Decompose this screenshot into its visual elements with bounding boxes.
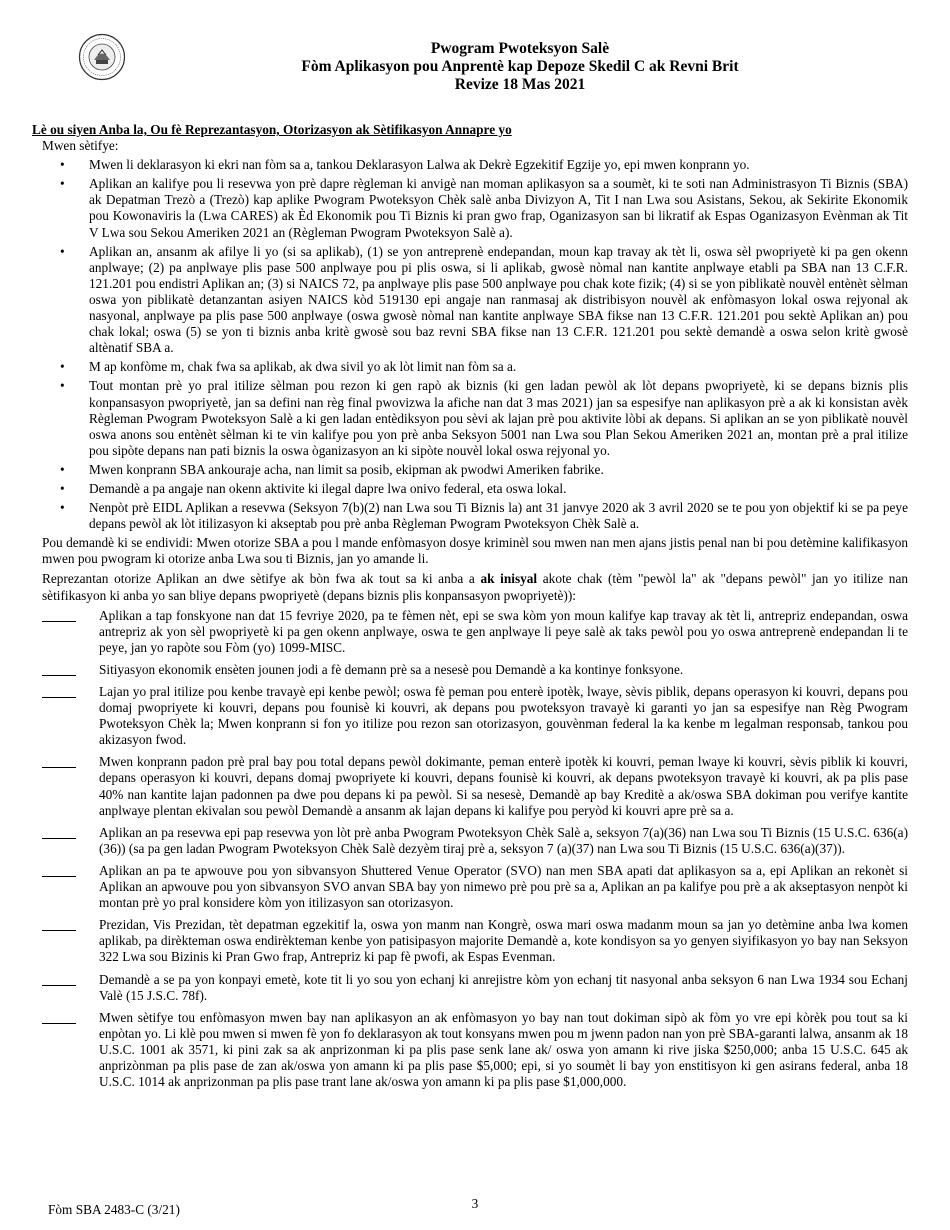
bullet-icon: • (60, 243, 65, 259)
initials-blank[interactable] (42, 662, 99, 678)
initial-item: Prezidan, Vis Prezidan, tèt depatman egzekitif la, oswa yon manm nan Kongrè, oswa mari oswa madanm moun sa jan yo detèmine anba lwa komen aplikab, pa dirèkteman oswa endirèkteman kenbe yon patisipasyon majorite Demandè a, kote kondisyon sa yo genyen siyifikasyon yo bay nan Seksyon 322 Lwa sou Bizinis ki Pran Gwo frap, Antrepriz ki pap fè pwofi, ak Espas Evenman. (42, 917, 908, 965)
initial-item: Sitiyasyon ekonomik ensèten jounen jodi a fè demann prè sa a nesesè pou Demandè a ka kontinye fonksyone. (42, 662, 908, 678)
initial-item: Aplikan an pa te apwouve pou yon sibvansyon Shuttered Venue Operator (SVO) nan men SBA apati dat aplikasyon sa a, epi Aplikan an rekonèt si Aplikan an apwouve pou yon sibvansyon SVO anvan SBA bay yon nimewo prè pou prè sa a, Aplikan an pa kalifye pou prè a ak akseptasyon nenpòt ki montan prè yo pral konsidere kòm yon itilizasyon san otorizasyon. (42, 863, 908, 911)
initial-item: Aplikan an pa resevwa epi pap resevwa yon lòt prè anba Pwogram Pwoteksyon Chèk Salè a, seksyon 7(a)(36) nan Lwa sou Ti Biznis (15 U.S.C. 636(a)(36)) (sa pa gen ladan Pwogram Pwoteksyon Chèk Salè dezyèm tiraj prè a, seksyon 7 (a)(37) nan Lwa sou Ti Biznis (15 U.S.C. 636(a)(37)). (42, 825, 908, 857)
list-item: • M ap konfòme m, chak fwa sa aplikab, ak dwa sivil yo ak lòt limit nan fòm sa a. (60, 359, 517, 375)
initials-blank[interactable] (42, 754, 99, 818)
initials-blank[interactable] (42, 608, 99, 656)
initials-blank[interactable] (42, 825, 99, 857)
document-header (150, 40, 890, 94)
initial-item: Demandè a se pa yon konpayi emetè, kote tit li yo sou yon echanj ki anrejistre kòm yon echanj tit nasyonal anba seksyon 6 nan Lwa 1934 sou Echanj Valè (15 J.S.C. 78f). (42, 972, 908, 1004)
list-item: • Aplikan an kalifye pou li resevwa yon prè dapre règleman ki anvigè nan moman aplikasyon sa a soumèt, ki te soti nan Administrasyon Ti Biznis (SBA) ak Depatman Trezò a (Trezò) kap aplike Pwogram Pwoteksyon Chèk salè anba Divizyon A, Tit I nan Lwa sou Asistans, Sekou, ak Sekirite Ekonomik pou Kowonaviris la (Lwa CARES) ak Èd Ekonomik pou Ti Biznis ki pran gwo frap, Oganizasyon san bi likratif ak Espas Oganizasyon Evènman ak Tit V Lwa sou Sekou Ameriken 2021 an (Règleman Pwogram Pwoteksyon Salè a). (60, 176, 908, 240)
initials-blank[interactable] (42, 863, 99, 911)
bullet-icon: • (60, 500, 65, 516)
bullet-icon: • (60, 461, 65, 477)
list-item: • Tout montan prè yo pral itilize sèlman pou rezon ki gen rapò ak biznis (ki gen ladan pewòl ak lòt depans pwopriyetè, ki se depans biznis plis konpansasyon pwopriyetè, jan sa defini nan règ final pwovizwa la afiche nan dat 3 mas 2021) jan sa espesifye nan aplikasyon prè a ak ki konsistan avèk Règleman Pwogram Pwoteksyon Salè a ki gen ladan entèdiksyon pou sèvi ak lajan prè pou aktivite lòbi ak depans. Si aplikan an se yon piblikatè nouvèl oswa anons sou entènèt sèlman ki te vin kalifye pou yon prè anba Seksyon 5001 nan Lwa sou Plan Sekou Ameriken 2021 an, montan prè a pral itilize pou sipòte depans nan pati biznis la oswa òganizasyon an ki sipòte nouvèl lokal oswa rejyonal yo. (60, 378, 908, 458)
revision-date: Revize 18 Mas 2021 (454, 76, 586, 93)
initials-list (32, 608, 908, 1091)
bullet-icon: • (60, 480, 65, 496)
form-body (32, 122, 908, 1096)
initial-item: Aplikan a tap fonskyone nan dat 15 fevriye 2020, pa te fèmen nèt, epi se swa kòm yon moun kalifye kap travay ak tèt li, antrepriz endepandan, oswa antrepriz ak yon sèl pwopriyetè ki pa gen okenn anplwaye, oswa te gen anplwaye li peye salè ak taks pewòl pou yo oswa antreprenè endepandan li te peye, jan yo rapòte sou Fòm (yo) 1099-MISC. (42, 608, 908, 656)
initial-item: Mwen konprann padon prè pral bay pou total depans pewòl dokimante, peman enterè ipotèk ki kouvri, peman lwaye ki kouvri, sèvis piblik ki kouvri, depans operasyon ki kouvri, depans domaj pwopriyete ki kouvri, depans founisè ki kouvri, ak depans pwoteksyon travayè ki kouvri, ak pa plis pase 40% nan kantite lajan padonnen pa dwe pou depans ki pa pewòl. Si sa nesesè, Demandè ap bay Kreditè a ak/oswa SBA dokiman pou verifye kantite anplwaye plentan ekivalan sou pewòl Demandè a ansanm ak lajan depans ki kalifye pou peryòd ki kouvri apre prè sa a. (42, 754, 908, 818)
list-item: • Nenpòt prè EIDL Aplikan a resevwa (Seksyon 7(b)(2) nan Lwa sou Ti Biznis la) ant 31 janvye 2020 ak 3 avril 2020 se te pou yon objektif ki se pa peye depans pewòl ak lòt itilizasyon ki akseptab pou prè anba Règleman Pwogram Pwoteksyon Chèk Salè a. (60, 500, 908, 532)
initial-item: Lajan yo pral itilize pou kenbe travayè epi kenbe pewòl; oswa fè peman pou enterè ipotèk, lwaye, sèvis piblik, depans operasyon ki kouvri, depans pou domaj pwopriyete ki kouvri, depans pou founisè ki kouvri, ak depans pou pwoteksyon travayè ki garanti yo jan sa espesifye nan Règ Pwogram Pwoteksyon Chèk la; Mwen konprann si fon yo itilize pou rezon san otorizasyon, gouvènman federal la ka kenbe m legalman responsab, tankou pou akizasyon fwod. (42, 684, 908, 748)
intro-text: Mwen sètifye: (42, 138, 119, 154)
section-heading: Lè ou siyen Anba la, Ou fè Reprezantasyon, Otorizasyon ak Sètifikasyon Annapre yo (32, 122, 512, 137)
initials-blank[interactable] (42, 684, 99, 748)
list-item: • Aplikan an, ansanm ak afilye li yo (si sa aplikab), (1) se yon antreprenè endepandan, moun kap travay ak tèt li, oswa sèl pwopriyetè ki pa gen okenn anplwaye; (2) pa anplwaye plis pase 500 anplwaye pou pi plis oswa, si li aplikab, gwosè nòmal nan kantite anplwaye etabli pa SBA nan 13 C.F.R. 121.201 pou endistri Aplikan an; (3) si NAICS 72, pa anplwaye plis pase 500 anplwaye pou chak kote fizik; (4) si se yon piblikatè nouvèl entènèt sèlman oswa yon piblikatè detanzantan asiyen NAICS kòd 519130 epi angaje nan ranmasaj ak distribisyon nouvèl ak enfòmasyon lokal oswa rejyonal ak nasyonal, anplwaye pa plis pase 500 anplwaye (oswa gwosè nòmal nan kantite anplwaye SBA fikse nan 13 C.F.R. 121.201 pou sektè Aplikan an) pou chak lokal; oswa (5) se yon ti biznis anba kritè gwosè sou baz revni SBA fikse nan 13 C.F.R. 121.201 pou sektè demandè a oswa selon kritè gwosè altènatif SBA a. (60, 243, 908, 356)
initials-blank[interactable] (42, 917, 99, 965)
program-title: Pwogram Pwoteksyon Salè (430, 40, 610, 57)
bullet-icon: • (60, 176, 65, 192)
initial-item: Mwen sètifye tou enfòmasyon mwen bay nan aplikasyon an ak enfòmasyon yo bay nan tout dokiman sipò ak fòm yo vre epi kòrèk pou tout sa ki enpòtan yo. Li klè pou mwen si mwen fè yon fo deklarasyon ak tout konsyans mwen pou m jwenn padon nan yon prè SBA-garanti lalwa, ansanm ak 18 U.S.C. 1001 ak 3571, ki pini zak sa ak anprizonman ki pa plis pase senk lane ak/ oswa yon amann ki rive jiska $250,000; anba 15 U.S.C. 645 ak anprizònman pa plis pase de zan ak/oswa yon amann ki pa plis pase $5,000; epi, si yo soumèt li bay yon enstitisyon ki gen asirans federal, anba 18 U.S.C. 1014 ak anprizonman pa plis pase trant lane ak/oswa yon amann ki pa plis pase $1,000,000. (42, 1010, 908, 1090)
criminal-records-paragraph: Pou demandè ki se endividi: Mwen otorize SBA a pou l mande enfòmasyon dosye kriminèl sou mwen nan men ajans jistis penal nan bi pou detèmine kalifikasyon mwen pou pwogram ki otorize anba Lwa sou ti Biznis, jan yo amande li. (42, 535, 908, 567)
bullet-icon: • (60, 359, 65, 375)
page-number: 3 (471, 1196, 479, 1211)
list-item: • Demandè a pa angaje nan okenn aktivite ki ilegal dapre lwa onivo federal, eta oswa lokal. (60, 480, 567, 496)
initials-blank[interactable] (42, 972, 99, 1004)
bullet-icon: • (60, 157, 65, 173)
list-item: • Mwen li deklarasyon ki ekri nan fòm sa a, tankou Deklarasyon Lalwa ak Dekrè Egzekitif Egzije yo, epi mwen konprann yo. (60, 157, 750, 173)
bullet-icon: • (60, 378, 65, 394)
form-id-footer: Fòm SBA 2483-C (3/21) (48, 1202, 180, 1217)
initials-blank[interactable] (42, 1010, 99, 1090)
form-subtitle: Fòm Aplikasyon pou Anprentè kap Depoze Skedil C ak Revni Brit (301, 58, 739, 75)
sba-seal-logo (78, 33, 126, 81)
initials-instructions: Reprezantan otorize Aplikan an dwe sètifye ak bòn fwa ak tout sa ki anba a ak inisyal akote chak (tèm "pewòl la" ak "depans pewòl" jan yo itilize nan sètifikasyon ki anba yo san bliye depans pwopriyetè (depans biznis plis konpansasyon pwopriyetè)): (42, 571, 908, 603)
list-item: • Mwen konprann SBA ankouraje acha, nan limit sa posib, ekipman ak pwodwi Ameriken fabrike. (60, 461, 604, 477)
certification-bullets (32, 157, 908, 532)
